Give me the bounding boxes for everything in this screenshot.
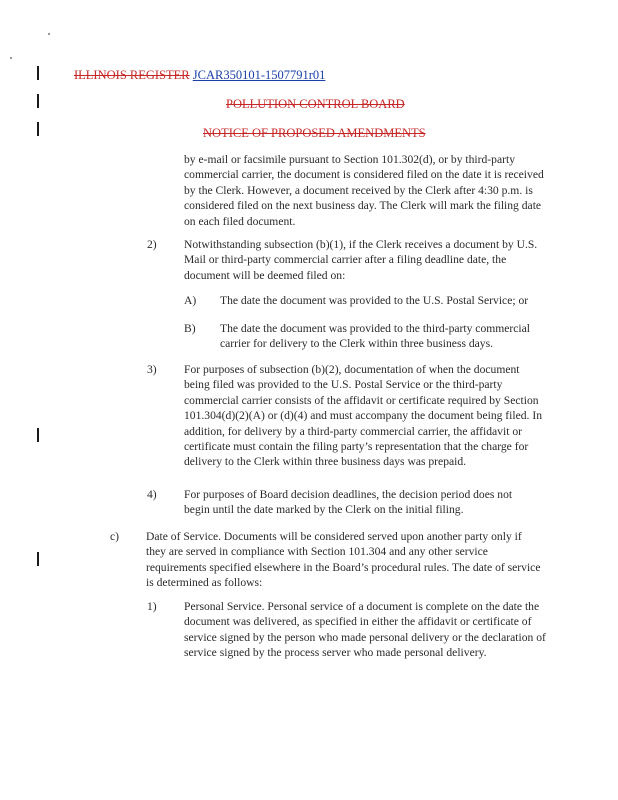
board-title: POLLUTION CONTROL BOARD — [226, 97, 405, 111]
item-3-label: 3) — [147, 363, 157, 376]
item-2-text: Notwithstanding subsection (b)(1), if the Clerk receives a document by U.S. Mail or third-party commercial carrier after a filing deadline date, the document will be deemed filed on: — [184, 238, 538, 282]
scan-speck — [10, 57, 12, 59]
scan-speck — [48, 33, 50, 35]
item-4-label: 4) — [147, 488, 157, 501]
item-2b-label: B) — [184, 322, 196, 335]
item-c1-label: 1) — [147, 600, 157, 613]
revision-bar — [37, 66, 39, 80]
register-deleted-text: ILLINOIS REGISTER — [74, 68, 190, 82]
register-header — [74, 68, 325, 83]
item-2b-text: The date the document was provided to the third-party commercial carrier for delivery to the Clerk within three business days. — [220, 322, 531, 351]
item-2-label: 2) — [147, 238, 157, 251]
revision-bar — [37, 122, 39, 136]
item-c-label: c) — [110, 530, 120, 543]
intro-paragraph: by e-mail or facsimile pursuant to Section 101.302(d), or by third-party commercial carrier, the document is considered filed on the date it is received by the Clerk. However, a document received by the Clerk after 4:30 p.m. is considered filed on the next business day. The Clerk will mark the filing date on each filed document. — [184, 153, 544, 228]
revision-bar — [37, 552, 39, 566]
item-4-text: For purposes of Board decision deadlines, the decision period does not begin until the date marked by the Clerk on the initial filing. — [184, 488, 513, 517]
item-2a-text: The date the document was provided to the U.S. Postal Service; or — [220, 294, 529, 307]
register-inserted-text: JCAR350101-1507791r01 — [192, 68, 326, 82]
item-3-text: For purposes of subsection (b)(2), documentation of when the document being filed was provided to the U.S. Postal Service or the third-party commercial carrier consists of the affidavit or certificate required by Section 101.304(d)(2)(A) or (d)(4) and must accompany the document being filed. In addition, for delivery by a third-party commercial carrier, the affidavit or certificate must contain the filing party’s representation that the charge for delivery to the Clerk within three business days was prepaid. — [184, 363, 543, 469]
item-2a-label: A) — [184, 294, 197, 307]
revision-bar — [37, 94, 39, 108]
notice-title: NOTICE OF PROPOSED AMENDMENTS — [203, 126, 426, 140]
item-c1-text: Personal Service. Personal service of a document is complete on the date the document was delivered, as specified in either the affidavit or certificate of service signed by the person who made personal delivery or the declaration of service signed by the process server who made personal delivery. — [184, 600, 546, 660]
item-c-text: Date of Service. Documents will be considered served upon another party only if they are served in compliance with Section 101.304 and any other service requirements specified elsewhere in the Board’s procedural rules. The date of service is determined as follows: — [146, 530, 541, 590]
revision-bar — [37, 428, 39, 442]
